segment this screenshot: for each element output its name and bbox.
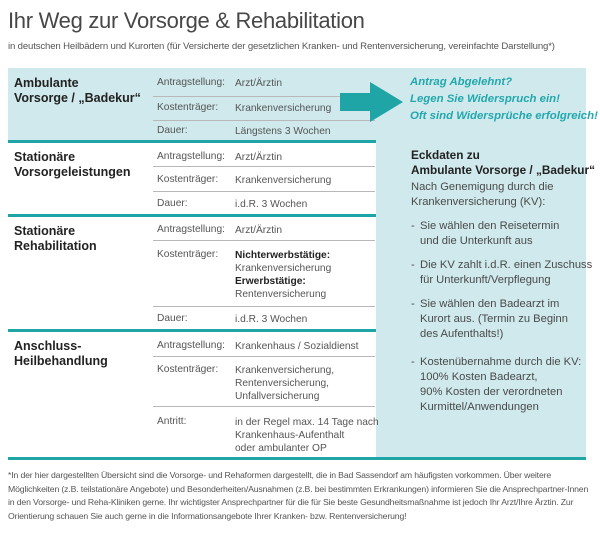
row-value-multiline xyxy=(235,416,379,455)
eckdaten-item xyxy=(411,258,592,288)
table-bottom-divider xyxy=(8,457,586,460)
value-heading: Nichterwerbstätige: xyxy=(235,250,331,261)
section-title-line: Ambulante xyxy=(14,76,79,90)
section-title-line: Vorsorge / „Badekur“ xyxy=(14,91,141,105)
row-label: Dauer: xyxy=(157,198,188,209)
row-value: Krankenversicherung xyxy=(235,175,332,186)
item-line: Sie wählen den Badearzt im xyxy=(420,298,560,310)
row-label: Dauer: xyxy=(157,313,188,324)
row-label: Kostenträger: xyxy=(157,364,219,375)
item-line: Kostenübernahme durch die KV: xyxy=(420,356,582,368)
section-title-stationaere-reha xyxy=(14,224,97,254)
row-divider xyxy=(153,406,375,407)
item-line: für Unterkunft/Verpflegung xyxy=(420,274,551,286)
page-title: Ihr Weg zur Vorsorge & Rehabilitation xyxy=(8,8,365,33)
item-line: und die Unterkunft aus xyxy=(420,235,533,247)
value-text: oder ambulanter OP xyxy=(235,443,327,454)
callout-line: Antrag Abgelehnt? xyxy=(410,76,513,88)
eckdaten-intro xyxy=(411,180,553,210)
row-label: Antragstellung: xyxy=(157,224,225,235)
section-title-line: Stationäre xyxy=(14,224,76,238)
row-label: Kostenträger: xyxy=(157,174,219,185)
section-title-stationaere-vorsorge xyxy=(14,150,130,180)
row-label: Antragstellung: xyxy=(157,340,225,351)
row-divider xyxy=(153,356,375,357)
item-line: Kurmittel/Anwendungen xyxy=(420,401,539,413)
row-value: i.d.R. 3 Wochen xyxy=(235,199,308,210)
eckdaten-intro-line: Nach Genemigung durch die xyxy=(411,181,554,193)
row-value: Arzt/Ärztin xyxy=(235,225,282,236)
section-title-line: Heilbehandlung xyxy=(14,354,108,368)
section-divider xyxy=(8,214,376,217)
row-divider xyxy=(153,240,375,241)
eckdaten-title xyxy=(411,148,595,178)
row-label: Antragstellung: xyxy=(157,151,225,162)
row-value: Krankenversicherung xyxy=(235,103,332,114)
row-label: Kostenträger: xyxy=(157,102,219,113)
value-text: Rentenversicherung, xyxy=(235,378,330,389)
item-line: Sie wählen den Reisetermin xyxy=(420,220,560,232)
row-label: Antragstellung: xyxy=(157,77,225,88)
page-subtitle: in deutschen Heilbädern und Kurorten (für Versicherte der gesetzlichen Kranken- und Rentenversicherung, vereinfachte Darstellung*) xyxy=(8,41,555,52)
section-title-line: Rehabilitation xyxy=(14,239,97,253)
row-value: Krankenhaus / Sozialdienst xyxy=(235,341,359,352)
item-line: 100% Kosten Badearzt, xyxy=(420,371,538,383)
eckdaten-item xyxy=(411,297,568,342)
section-title-line: Vorsorgeleistungen xyxy=(14,165,131,179)
item-line: des Aufenthalts!) xyxy=(420,328,504,340)
eckdaten-intro-line: Krankenversicherung (KV): xyxy=(411,196,546,208)
section-divider xyxy=(8,140,376,143)
row-label: Dauer: xyxy=(157,125,188,136)
value-text: Krankenversicherung xyxy=(235,263,332,274)
value-text: Unfallversicherung xyxy=(235,391,320,402)
item-line: Kurort aus. (Termin zu Beginn xyxy=(420,313,568,325)
bullet-dash-icon: - xyxy=(411,356,415,368)
arrow-right-icon xyxy=(340,82,406,122)
value-text: Rentenversicherung xyxy=(235,289,327,300)
value-text: Krankenhaus-Aufenthalt xyxy=(235,430,345,441)
bullet-dash-icon: - xyxy=(411,259,415,271)
item-line: Die KV zahlt i.d.R. einen Zuschuss xyxy=(420,259,593,271)
row-value-multiline xyxy=(235,364,334,403)
section-title-ahb xyxy=(14,339,108,369)
value-text: Krankenversicherung, xyxy=(235,365,335,376)
widerspruch-callout xyxy=(410,74,598,125)
eckdaten-title-line: Eckdaten zu xyxy=(411,148,480,162)
value-heading: Erwerbstätige: xyxy=(235,276,306,287)
bullet-dash-icon: - xyxy=(411,220,415,232)
row-value-kostentraeger xyxy=(235,249,331,301)
bullet-dash-icon: - xyxy=(411,298,415,310)
footnote: *In der hier dargestellten Übersicht sind die Vorsorge- und Rehaformen dargestellt, die in Bad Sassendorf am häufigsten vorkommen. Über weitere Möglichkeiten (z.B. teilstationäre Angebote) und Besonderheiten/Ausnahmen (z.B. bei bestimmten Erkrankungen) informieren Sie die Ansprechpartner-Innen in den Vorsorge- und Reha-Kliniken gerne. Ihr wichtigster Ansprechpartner für die für Sie beste Gesundheitsmaßnahme ist jedoch Ihr Arzt/Ihre Ärztin. Zur Orientierung schauen Sie auch gerne in die Informationsangebote Ihrer Kranken- bzw. Rentenversicherung! xyxy=(8,470,589,521)
row-label: Kostenträger: xyxy=(157,249,219,260)
eckdaten-title-line: Ambulante Vorsorge / „Badekur“ xyxy=(411,163,595,177)
row-divider xyxy=(153,166,375,167)
row-value: Arzt/Ärztin xyxy=(235,78,282,89)
eckdaten-item xyxy=(411,219,559,249)
section-title-line: Anschluss- xyxy=(14,339,82,353)
row-value: Arzt/Ärztin xyxy=(235,152,282,163)
callout-line: Oft sind Widersprüche erfolgreich! xyxy=(410,110,598,122)
value-text: in der Regel max. 14 Tage nach xyxy=(235,417,379,428)
row-divider xyxy=(153,306,375,307)
callout-line: Legen Sie Widerspruch ein! xyxy=(410,93,560,105)
row-divider xyxy=(153,191,375,192)
section-divider xyxy=(8,329,376,332)
row-value: Längstens 3 Wochen xyxy=(235,126,331,137)
item-line: 90% Kosten der verordneten xyxy=(420,386,563,398)
section-title-line: Stationäre xyxy=(14,150,76,164)
section-title-ambulante xyxy=(14,76,141,106)
eckdaten-item xyxy=(411,355,581,415)
row-value: i.d.R. 3 Wochen xyxy=(235,314,308,325)
row-label: Antritt: xyxy=(157,416,187,427)
